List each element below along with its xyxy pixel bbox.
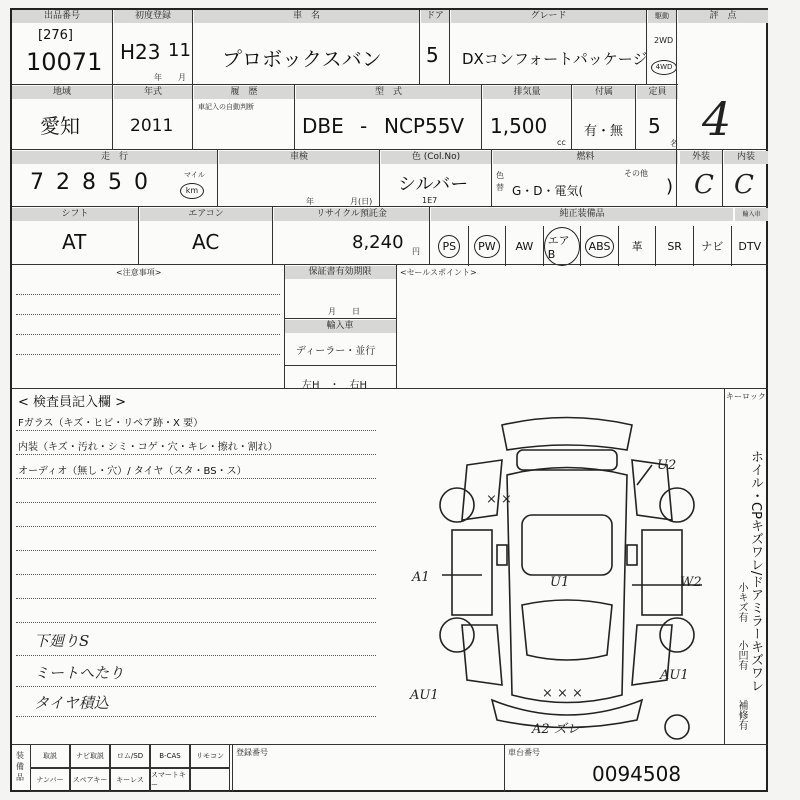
left-front-fender	[462, 460, 502, 520]
color-header: 色 (Col.No)	[381, 151, 491, 164]
footer-equipment-cell: スペアキー	[70, 768, 110, 792]
inspection-line-1: Fガラス（キズ・ヒビ・リペア跡・X 要）	[18, 418, 204, 429]
steering-option: 左H ・ 右H	[302, 380, 368, 391]
equipment-item	[468, 226, 506, 266]
inspection-line-2: 内装（キズ・汚れ・シミ・コゲ・穴・キレ・擦れ・割れ）	[18, 442, 278, 453]
wheel-front-right	[660, 488, 694, 522]
warranty-date: 月 日	[328, 307, 360, 316]
shaken-month-unit: 月(日)	[350, 197, 373, 206]
history-note: 車記入の自動判断	[198, 103, 254, 111]
equipment-item	[731, 226, 769, 266]
left-doors	[452, 530, 492, 615]
wheel-rear-left	[440, 618, 474, 652]
equipment-item	[505, 226, 543, 266]
equipment-label: PW	[474, 235, 500, 258]
footer-side-label: 装備品	[16, 751, 24, 782]
first-reg-header: 初度登録	[114, 10, 192, 23]
color-name: シルバー	[398, 174, 469, 195]
car-name: プロボックスバン	[222, 47, 382, 71]
history-header: 履 歴	[194, 86, 294, 99]
capacity-header: 定員	[637, 86, 678, 99]
interior-value: C	[734, 170, 754, 200]
interior-header: 内装	[724, 151, 768, 164]
fuel-options: G・D・電気(	[512, 184, 584, 198]
doors-header: ドア	[421, 10, 449, 23]
fuel-close: )	[666, 176, 674, 197]
equipment-label: AW	[515, 239, 534, 253]
first-reg-month: 11	[168, 40, 191, 61]
grade-header: グレード	[451, 10, 646, 23]
equipment-label: ナビ	[701, 240, 724, 253]
dealer-option: ディーラー・並行	[296, 346, 376, 357]
mileage-digits	[30, 170, 148, 195]
keylock-label: キーロック	[726, 392, 766, 401]
model-prefix: DBE	[302, 114, 344, 138]
handwritten-note-1: 下廻りS	[34, 632, 90, 650]
model-code: NCP55V	[384, 114, 465, 138]
car-name-header: 車 名	[194, 10, 419, 23]
color-code: 1E7	[422, 196, 438, 205]
right-mirror	[627, 545, 637, 565]
rear-window	[522, 600, 612, 660]
capacity-unit: 名	[670, 139, 678, 148]
mark-u2: U2	[657, 458, 677, 473]
wheel-front-left	[440, 488, 474, 522]
recycle-value: 8,240	[352, 232, 404, 253]
reg-number-label: 登録番号	[236, 748, 268, 757]
lot-prefix: [276]	[38, 28, 73, 43]
equipment-item	[580, 226, 618, 266]
footer-equipment-cell	[190, 768, 230, 792]
footer-equipment-cell: スマートキー	[150, 768, 190, 792]
shift-value: AT	[62, 230, 87, 254]
side-note-repair: 補修有	[736, 700, 747, 730]
mileage-unit-miles: マイル	[184, 171, 205, 179]
drive-4wd-circled: 4WD	[651, 60, 677, 75]
mileage-digit: 5	[108, 170, 122, 195]
fuel-header: 燃料	[493, 151, 678, 164]
equipment-label: エアB	[544, 227, 581, 266]
wheel-rear-right	[660, 618, 694, 652]
mark-xx-bottom: × × ×	[542, 686, 583, 701]
auction-sheet	[10, 8, 768, 792]
lot-number: 10071	[26, 48, 103, 76]
fuel-other: その他	[624, 169, 648, 178]
roof-top-panel	[502, 418, 632, 451]
spare-tire	[665, 715, 689, 739]
notes-label: <注意事項>	[116, 268, 162, 277]
inspection-line-3: オーディオ（無し・穴）/ タイヤ（スタ・BS・ス）	[18, 466, 247, 477]
mileage-digit: 8	[82, 170, 96, 195]
handwritten-note-2: ミートへたり	[34, 664, 125, 682]
side-note-scratch: 小キズ有	[736, 582, 747, 622]
equipment-label: 革	[631, 240, 643, 253]
roof	[522, 515, 612, 575]
displacement-header: 排気量	[483, 86, 571, 99]
equipment-item	[431, 226, 468, 266]
region-value: 愛知	[40, 114, 80, 138]
equipment-row	[431, 226, 768, 266]
equipment-label: DTV	[738, 239, 762, 253]
displacement-value: 1,500	[490, 114, 548, 138]
mark-w2: W2	[680, 575, 702, 590]
drive-header: 駆動	[648, 10, 676, 23]
score-value: 4	[702, 92, 732, 146]
side-note-dent: 小凹有	[736, 640, 747, 670]
side-note-main: ホイル・CPキズワレ/ドアミラーキズワレ	[748, 450, 763, 693]
capacity-value: 5	[648, 114, 661, 138]
score-header: 評 点	[678, 10, 768, 23]
first-reg-year: H23	[120, 40, 161, 64]
mileage-digit: 7	[30, 170, 44, 195]
exterior-header: 外装	[680, 151, 722, 164]
shaken-header: 車検	[219, 151, 379, 164]
mark-au1-left: AU1	[410, 688, 439, 703]
equipment-label: SR	[667, 239, 682, 253]
shaken-year-unit: 年	[306, 197, 314, 206]
grade-value: DXコンフォートパッケージ	[462, 50, 648, 68]
footer-equipment-grid	[30, 744, 230, 792]
footer-equipment-cell: キーレス	[110, 768, 150, 792]
equipment-label: ABS	[585, 235, 615, 258]
inspection-title: < 検査員記入欄 >	[18, 395, 127, 410]
equipment-item	[618, 226, 656, 266]
recycle-header: リサイクル預託金	[274, 208, 429, 221]
mark-xx-top: × ×	[486, 492, 512, 507]
import-header: 輸入車	[735, 208, 768, 221]
warranty-header: 保証書有効期限	[284, 266, 396, 279]
aircon-header: エアコン	[140, 208, 272, 221]
import-label: 輸入車	[284, 320, 396, 333]
footer-equipment-cell: リモコン	[190, 744, 230, 768]
model-type-header: 型 式	[296, 86, 481, 99]
mileage-digit: 2	[56, 170, 70, 195]
footer-equipment-cell: ナビ取説	[70, 744, 110, 768]
mileage-digit: 0	[134, 170, 148, 195]
region-header: 地域	[12, 86, 112, 99]
serial-label: 車台番号	[508, 748, 540, 757]
aircon-value: AC	[192, 230, 220, 254]
equipment-label: PS	[438, 235, 460, 258]
equipment-header: 純正装備品	[431, 208, 733, 221]
serial-value: 0094508	[592, 762, 682, 786]
exterior-value: C	[694, 170, 714, 200]
footer-equipment-cell: ナンバー	[30, 768, 70, 792]
mark-a2: A2 ズレ	[532, 722, 580, 737]
mileage-unit-km: km	[180, 183, 204, 199]
lot-no-header: 出品番号	[12, 10, 112, 23]
accessories-value: 有・無	[584, 124, 624, 139]
mileage-header: 走 行	[12, 151, 217, 164]
recycle-unit: 円	[412, 247, 420, 256]
accessories-header: 付属	[573, 86, 635, 99]
model-year-header: 年式	[114, 86, 192, 99]
u2-pointer	[637, 465, 652, 485]
mark-u1: U1	[550, 575, 570, 590]
left-mirror	[497, 545, 507, 565]
displacement-unit: cc	[557, 138, 566, 147]
handwritten-note-3: タイヤ積込	[34, 694, 109, 712]
footer-equipment-cell: B-CAS	[150, 744, 190, 768]
drive-2wd: 2WD	[654, 36, 674, 45]
doors-value: 5	[426, 43, 439, 67]
equipment-item	[655, 226, 693, 266]
color-change: 色替	[496, 171, 504, 192]
footer-equipment-cell: ロム/SD	[110, 744, 150, 768]
model-dash: -	[360, 114, 368, 138]
first-reg-year-unit: 年	[154, 73, 162, 82]
footer-equipment-cell: 取説	[30, 744, 70, 768]
mark-a1: A1	[412, 570, 430, 585]
equipment-item	[543, 226, 581, 266]
sales-point-label: <セールスポイント>	[400, 268, 477, 277]
shift-header: シフト	[12, 208, 138, 221]
right-doors	[642, 530, 682, 615]
mark-au1-right: AU1	[660, 668, 689, 683]
first-reg-month-unit: 月	[178, 73, 186, 82]
year-value: 2011	[130, 116, 174, 136]
equipment-item	[693, 226, 731, 266]
left-rear-quarter	[462, 625, 502, 685]
